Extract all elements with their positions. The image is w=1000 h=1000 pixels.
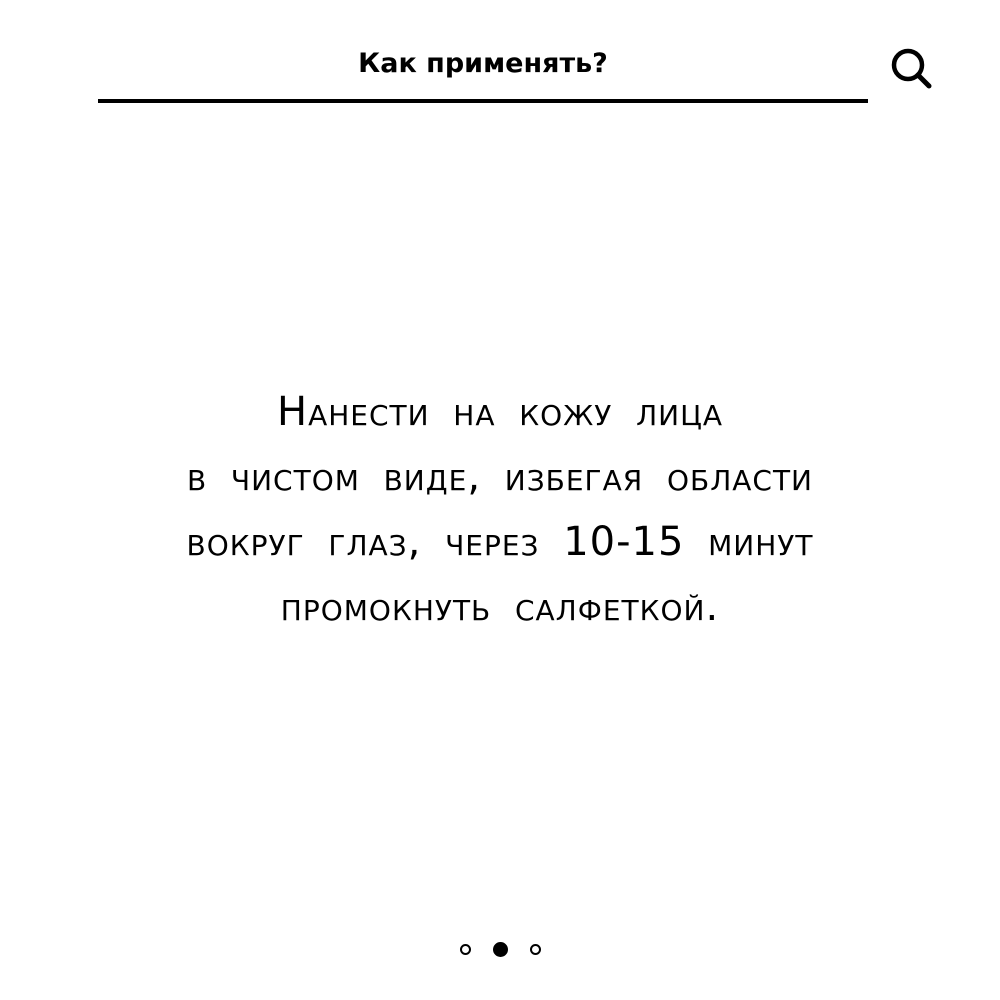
pagination-dot-1[interactable]	[460, 944, 471, 955]
instruction-line: вокруг глаз, через 10-15 минут	[186, 519, 814, 565]
carousel-pagination	[0, 938, 1000, 960]
instruction-line: Нанести на кожу лица	[277, 389, 723, 435]
pagination-dot-3[interactable]	[530, 944, 541, 955]
instruction-text	[60, 380, 940, 640]
header-divider	[98, 99, 868, 103]
page-title: Как применять?	[358, 48, 608, 79]
search-icon	[884, 38, 944, 98]
instruction-line: в чистом виде, избегая области	[186, 454, 814, 500]
instruction-line: промокнуть салфеткой.	[280, 584, 720, 630]
pagination-dot-2[interactable]	[493, 942, 508, 957]
search-button[interactable]	[884, 38, 944, 98]
